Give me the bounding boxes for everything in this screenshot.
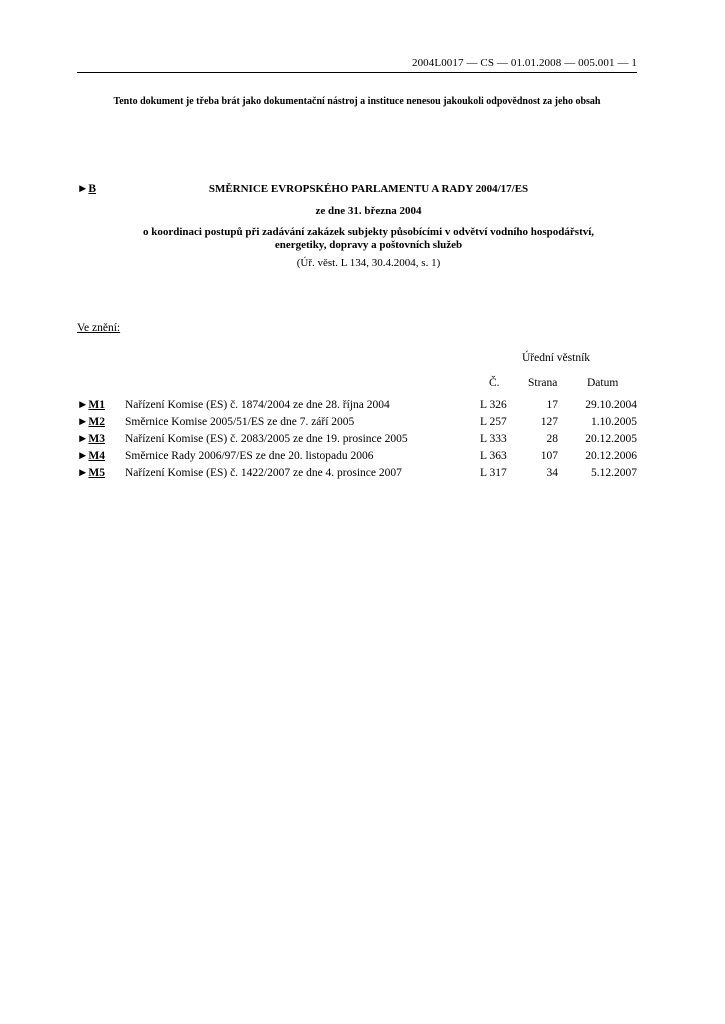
amendment-marker[interactable] xyxy=(77,467,105,479)
amendment-oj-page: 34 xyxy=(546,467,558,479)
oj-reference: (Úř. věst. L 134, 30.4.2004, s. 1) xyxy=(296,257,441,269)
base-marker[interactable] xyxy=(77,183,96,195)
table-row xyxy=(0,450,725,467)
table-row xyxy=(0,433,725,450)
directive-subject-line-2: energetiky, dopravy a poštovních služeb xyxy=(274,239,463,251)
amendment-oj-number: L 317 xyxy=(480,467,507,479)
amendment-oj-number: L 257 xyxy=(480,416,507,428)
directive-title: SMĚRNICE EVROPSKÉHO PARLAMENTU A RADY 2004/17/ES xyxy=(208,183,529,195)
column-header-number: Č. xyxy=(489,377,500,389)
journal-header: Úřední věstník xyxy=(521,352,591,364)
amendment-marker[interactable] xyxy=(77,450,105,462)
amendment-description: Nařízení Komise (ES) č. 1422/2007 ze dne 4. prosince 2007 xyxy=(125,467,402,479)
disclaimer-text: Tento dokument je třeba brát jako dokumentační nástroj a instituce nenesou jakoukoli odpovědnost za jeho obsah xyxy=(113,96,601,107)
amendment-oj-number: L 363 xyxy=(480,450,507,462)
amendment-oj-page: 17 xyxy=(546,399,558,411)
marker-arrow-icon: ► xyxy=(77,399,89,411)
amendment-description: Nařízení Komise (ES) č. 2083/2005 ze dne 19. prosince 2005 xyxy=(125,433,408,445)
amendment-marker-label[interactable]: M5 xyxy=(88,467,105,479)
amendment-oj-date: 1.10.2005 xyxy=(591,416,637,428)
directive-subject xyxy=(100,226,637,252)
amendment-oj-date: 5.12.2007 xyxy=(591,467,637,479)
amendments-label: Ve znění: xyxy=(77,322,121,334)
amendment-oj-date: 29.10.2004 xyxy=(585,399,637,411)
marker-arrow-icon: ► xyxy=(77,183,89,195)
amendment-marker[interactable] xyxy=(77,399,105,411)
amendment-oj-number: L 333 xyxy=(480,433,507,445)
amendment-description: Směrnice Komise 2005/51/ES ze dne 7. září 2005 xyxy=(125,416,355,428)
marker-arrow-icon: ► xyxy=(77,450,89,462)
table-row xyxy=(0,416,725,433)
directive-date: ze dne 31. března 2004 xyxy=(315,205,422,217)
marker-arrow-icon: ► xyxy=(77,433,89,445)
amendment-marker-label[interactable]: M4 xyxy=(88,450,105,462)
amendment-marker-label[interactable]: M2 xyxy=(88,416,105,428)
marker-arrow-icon: ► xyxy=(77,416,89,428)
amendment-oj-page: 127 xyxy=(540,416,558,428)
amendment-oj-date: 20.12.2006 xyxy=(585,450,637,462)
amendment-oj-number: L 326 xyxy=(480,399,507,411)
amendment-marker[interactable] xyxy=(77,416,105,428)
table-row xyxy=(0,399,725,416)
amendment-description: Nařízení Komise (ES) č. 1874/2004 ze dne 28. října 2004 xyxy=(125,399,390,411)
amendment-marker-label[interactable]: M3 xyxy=(88,433,105,445)
amendment-marker-label[interactable]: M1 xyxy=(88,399,105,411)
column-header-date: Datum xyxy=(587,377,619,389)
directive-subject-line-1: o koordinaci postupů při zadávání zakázek subjekty působícími v odvětví vodního hospodářství, xyxy=(142,226,595,238)
header-divider xyxy=(77,72,637,73)
column-header-page: Strana xyxy=(528,377,558,389)
amendment-oj-page: 107 xyxy=(540,450,558,462)
amendment-oj-date: 20.12.2005 xyxy=(585,433,637,445)
table-row xyxy=(0,467,725,484)
base-marker-label[interactable]: B xyxy=(88,183,97,195)
amendment-oj-page: 28 xyxy=(546,433,558,445)
amendment-description: Směrnice Rady 2006/97/ES ze dne 20. listopadu 2006 xyxy=(125,450,374,462)
marker-arrow-icon: ► xyxy=(77,467,89,479)
amendment-marker[interactable] xyxy=(77,433,105,445)
document-reference: 2004L0017 — CS — 01.01.2008 — 005.001 — 1 xyxy=(411,57,637,69)
